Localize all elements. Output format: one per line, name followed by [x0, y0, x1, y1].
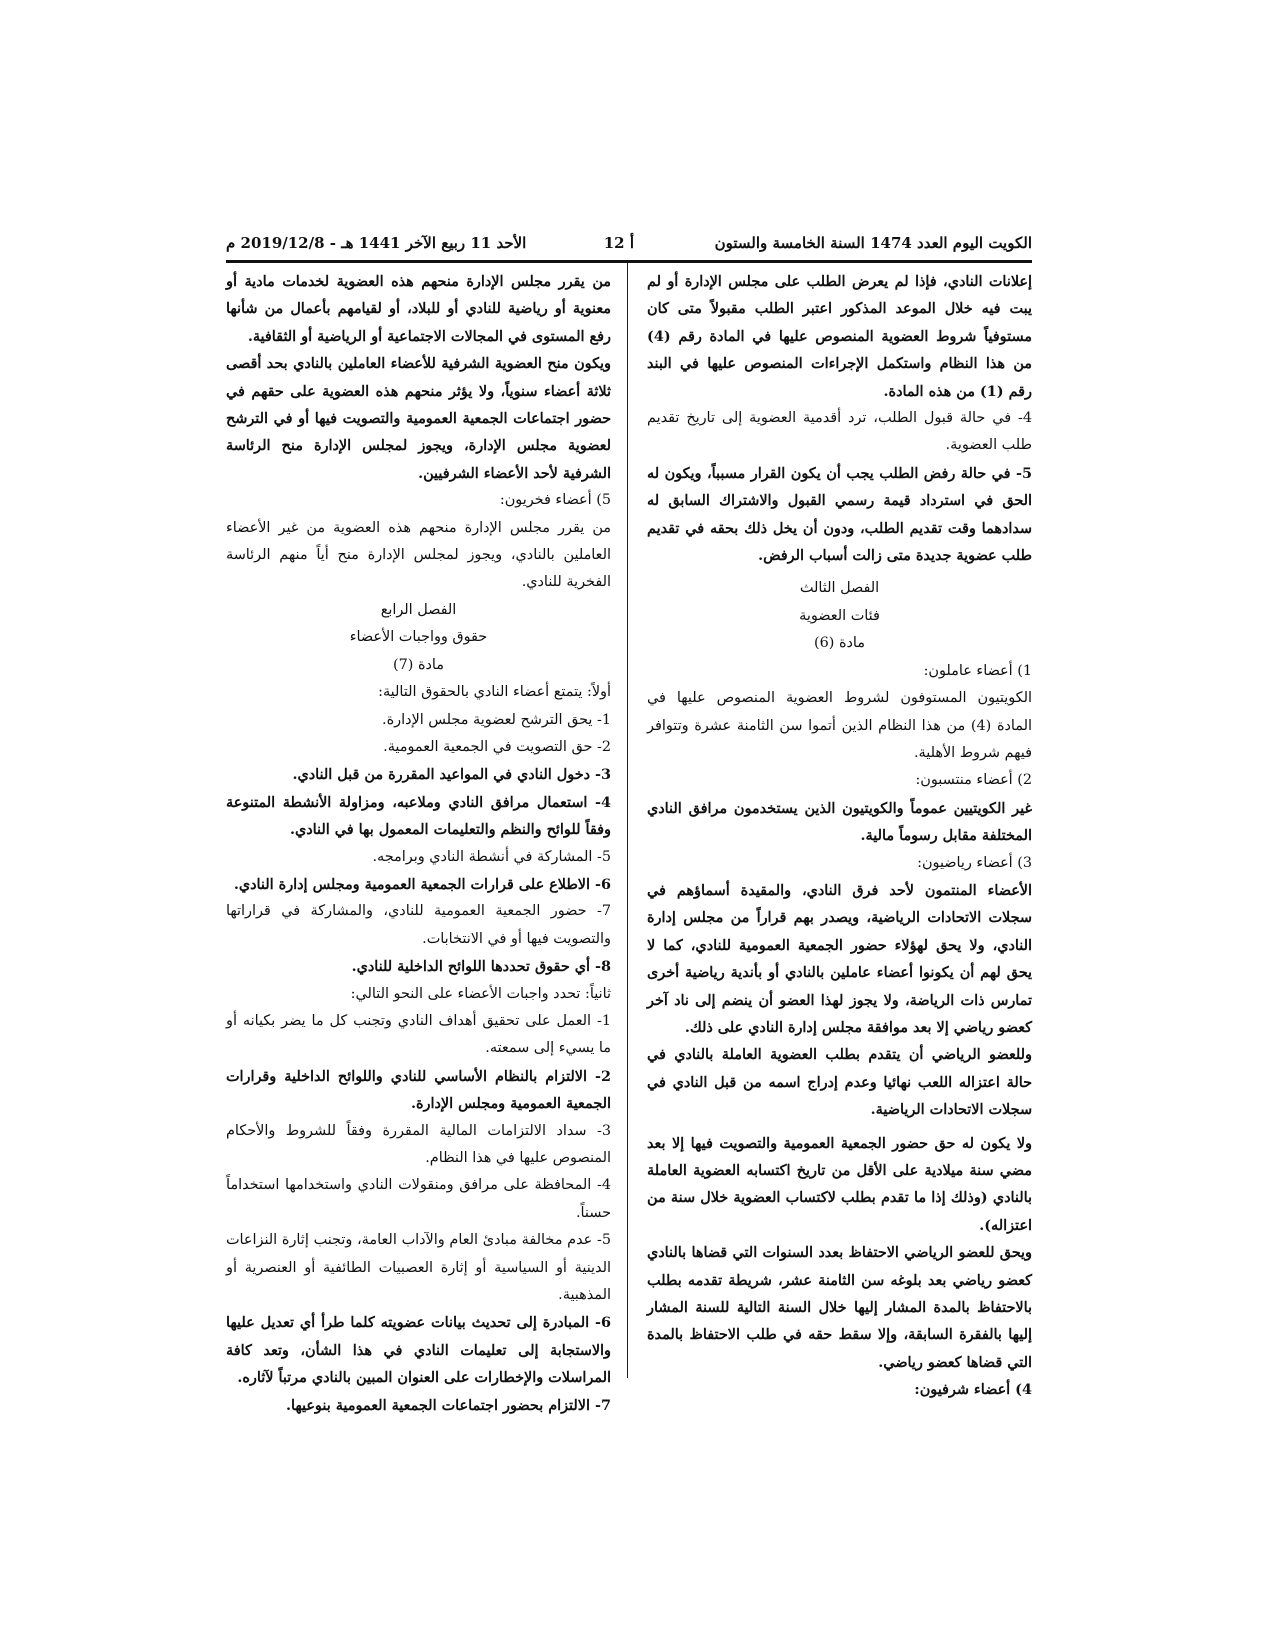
list-item: 2- الالتزام بالنظام الأساسي للنادي واللوائح الداخلية وقرارات الجمعية العمومية ومجلس الإدارة. — [226, 1067, 611, 1113]
paragraph: 2) أعضاء منتسبون: — [915, 772, 1032, 789]
running-header — [226, 228, 1032, 258]
header-rule — [226, 260, 1032, 263]
list-item: 3- سداد الالتزامات المالية المقررة وفقاً للشروط والأحكام المنصوص عليها في هذا النظام. — [226, 1122, 611, 1166]
list-item: 4- استعمال مرافق النادي وملاعبه، ومزاولة الأنشطة المتنوعة وفقاً للوائح والنظم والتعليمات المعمول بها في النادي. — [226, 793, 611, 839]
list-item: 8- أي حقوق تحددها اللوائح الداخلية للنادي. — [351, 958, 611, 976]
list-item: أولاً: يتمتع أعضاء النادي بالحقوق التالية: — [378, 684, 611, 701]
list-item: ثانياً: تحدد واجبات الأعضاء على النحو التالي: — [350, 985, 611, 1002]
chapter-subtitle: فئات العضوية — [799, 607, 880, 624]
paragraph: إعلانات النادي، فإذا لم يعرض الطلب على مجلس الإدارة أو لم يبت فيه خلال الموعد المذكور اعتبر الطلب مقبولاً متى كان مستوفياً شروط العضوية المنصوص عليها في المادة رقم (4) من هذا النظام واستكمل الإجراءات المنصوص عليها في البند رقم (1) من هذه المادة. — [647, 273, 1032, 400]
gazette-page — [226, 228, 1033, 1414]
page-number: أ 12 — [603, 234, 634, 252]
list-item: 6- المبادرة إلى تحديث بيانات عضويته كلما طرأ أي تعديل عليها والاستجابة إلى تعليمات النادي في هذا الشأن، وتعد كافة المراسلات والإخطارات على العنوان المبين بالنادي مرتباً لآثاره. — [226, 1314, 611, 1387]
paragraph: وللعضو الرياضي أن يتقدم بطلب العضوية العاملة بالنادي في حالة اعتزاله اللعب نهائيا وعدم إدراج اسمه من قبل النادي في سجلات الاتحادات الرياضية. — [647, 1046, 1032, 1119]
right-column — [647, 268, 1032, 1404]
article-number: مادة (7) — [392, 656, 444, 673]
column-divider — [627, 263, 628, 1378]
paragraph: من يقرر مجلس الإدارة منحهم هذه العضوية لخدمات مادية أو معنوية أو رياضية للنادي أو للبلاد، أو لقيامهم بأعمال من شأنها رفع المستوى في المجالات الاجتماعية أو الرياضية أو الثقافية. — [226, 273, 611, 345]
paragraph: الأعضاء المنتمون لأحد فرق النادي، والمقيدة أسماؤهم في سجلات الاتحادات الرياضية، ويصدر بهم قراراً من مجلس إدارة النادي، ولا يحق لهؤلاء حضور الجمعية العمومية للنادي، كما لا يحق لهم أن يكونوا أعضاء عاملين بالنادي أو بأندية رياضية أخرى تمارس ذات الرياضة، ولا يجوز لهذا العضو أن ينضم إلى ناد آخر كعضو رياضي إلا بعد موافقة مجلس إدارة النادي على ذلك. — [647, 881, 1032, 1036]
list-item: 7- حضور الجمعية العمومية للنادي، والمشاركة في قراراتها والتصويت فيها أو في الانتخابات. — [226, 903, 611, 947]
paragraph: 5- في حالة رفض الطلب يجب أن يكون القرار مسبباً، ويكون له الحق في استرداد قيمة رسمي القبول والاشتراك السابق له سدادهما وقت تقديم الطلب، ودون أن يخل ذلك بحقه في تقديم طلب عضوية جديدة متى زالت أسباب الرفض. — [647, 464, 1032, 565]
paragraph: الكويتيون المستوفون لشروط العضوية المنصوص عليها في المادة (4) من هذا النظام الذين أتموا سن الثامنة عشرة وتتوافر فيهم شروط الأهلية. — [647, 690, 1033, 761]
paragraph: ويحق للعضو الرياضي الاحتفاظ بعدد السنوات التي قضاها بالنادي كعضو رياضي بعد بلوغه سن الثامنة عشر، شريطة تقدمه بطلب بالاحتفاظ بالمدة المشار إليها خلال السنة التالية للسنة المشار إليها بالفقرة السابقة، وإلا سقط حقه في طلب الاحتفاظ بالمدة التي قضاها كعضو رياضي. — [647, 1244, 1032, 1371]
paragraph: 4- في حالة قبول الطلب، ترد أقدمية العضوية إلى تاريخ تقديم طلب العضوية. — [647, 410, 1032, 454]
list-item: 5- عدم مخالفة مبادئ العام والآداب العامة، وتجنب إثارة النزاعات الدينية أو السياسية أو إثارة العصبيات الطائفية أو العنصرية أو المذهبية. — [226, 1232, 611, 1304]
article-number: مادة (6) — [813, 635, 865, 652]
issue-date: الأحد 11 ربيع الآخر 1441 هـ - 2019/12/8 م — [226, 234, 527, 252]
publication-info: الكويت اليوم العدد 1474 السنة الخامسة والستون — [714, 234, 1032, 252]
list-item: 7- الالتزام بحضور اجتماعات الجمعية العمومية بنوعيها. — [285, 1396, 611, 1414]
paragraph: غير الكويتيين عموماً والكويتيون الذين يستخدمون مرافق النادي المختلفة مقابل رسوماً مالية. — [647, 799, 1032, 845]
chapter-title: الفصل الرابع — [380, 601, 457, 618]
chapter-title: الفصل الثالث — [799, 580, 880, 597]
paragraph: من يقرر مجلس الإدارة منحهم هذه العضوية من غير الأعضاء العاملين بالنادي، ويجوز لمجلس الإدارة منح أياً منهم الرئاسة الفخرية للنادي. — [226, 519, 611, 591]
paragraph: 4) أعضاء شرفيون: — [914, 1381, 1032, 1399]
list-item: 3- دخول النادي في المواعيد المقررة من قبل النادي. — [292, 766, 611, 784]
chapter-subtitle: حقوق وواجبات الأعضاء — [349, 629, 488, 646]
list-item: 2- حق التصويت في الجمعية العمومية. — [383, 738, 611, 755]
list-item: 1- العمل على تحقيق أهداف النادي وتجنب كل ما يضر بكيانه أو ما يسيء إلى سمعته. — [226, 1012, 611, 1057]
paragraph: 5) أعضاء فخريون: — [499, 492, 611, 509]
paragraph: ويكون منح العضوية الشرفية للأعضاء العاملين بالنادي بحد أقصى ثلاثة أعضاء سنوياً، ولا يؤثر منحهم هذه العضوية على حقهم في حضور اجتماعات الجمعية العمومية والتصويت فيها أو في الترشح لعضوية مجلس الإدارة، ويجوز لمجلس الإدارة منح الرئاسة الشرفية لأحد الأعضاء الشرفيين. — [226, 355, 611, 482]
list-item: 4- المحافظة على مرافق ومنقولات النادي واستخدامها استخداماً حسناً. — [226, 1177, 611, 1221]
list-item: 5- المشاركة في أنشطة النادي وبرامجه. — [372, 848, 611, 865]
paragraph: ولا يكون له حق حضور الجمعية العمومية والتصويت فيها إلا بعد مضي سنة ميلادية على الأقل من تاريخ اكتسابه العضوية العاملة بالنادي (وذلك إذا ما تقدم بطلب لاكتساب العضوية خلال سنة من اعتزاله). — [647, 1134, 1033, 1234]
left-column — [226, 268, 611, 1419]
paragraph: 1) أعضاء عاملون: — [923, 662, 1032, 679]
paragraph: 3) أعضاء رياضيون: — [917, 854, 1032, 871]
list-item: 1- يحق الترشح لعضوية مجلس الإدارة. — [382, 711, 611, 728]
list-item: 6- الاطلاع على قرارات الجمعية العمومية ومجلس إدارة النادي. — [233, 875, 611, 893]
